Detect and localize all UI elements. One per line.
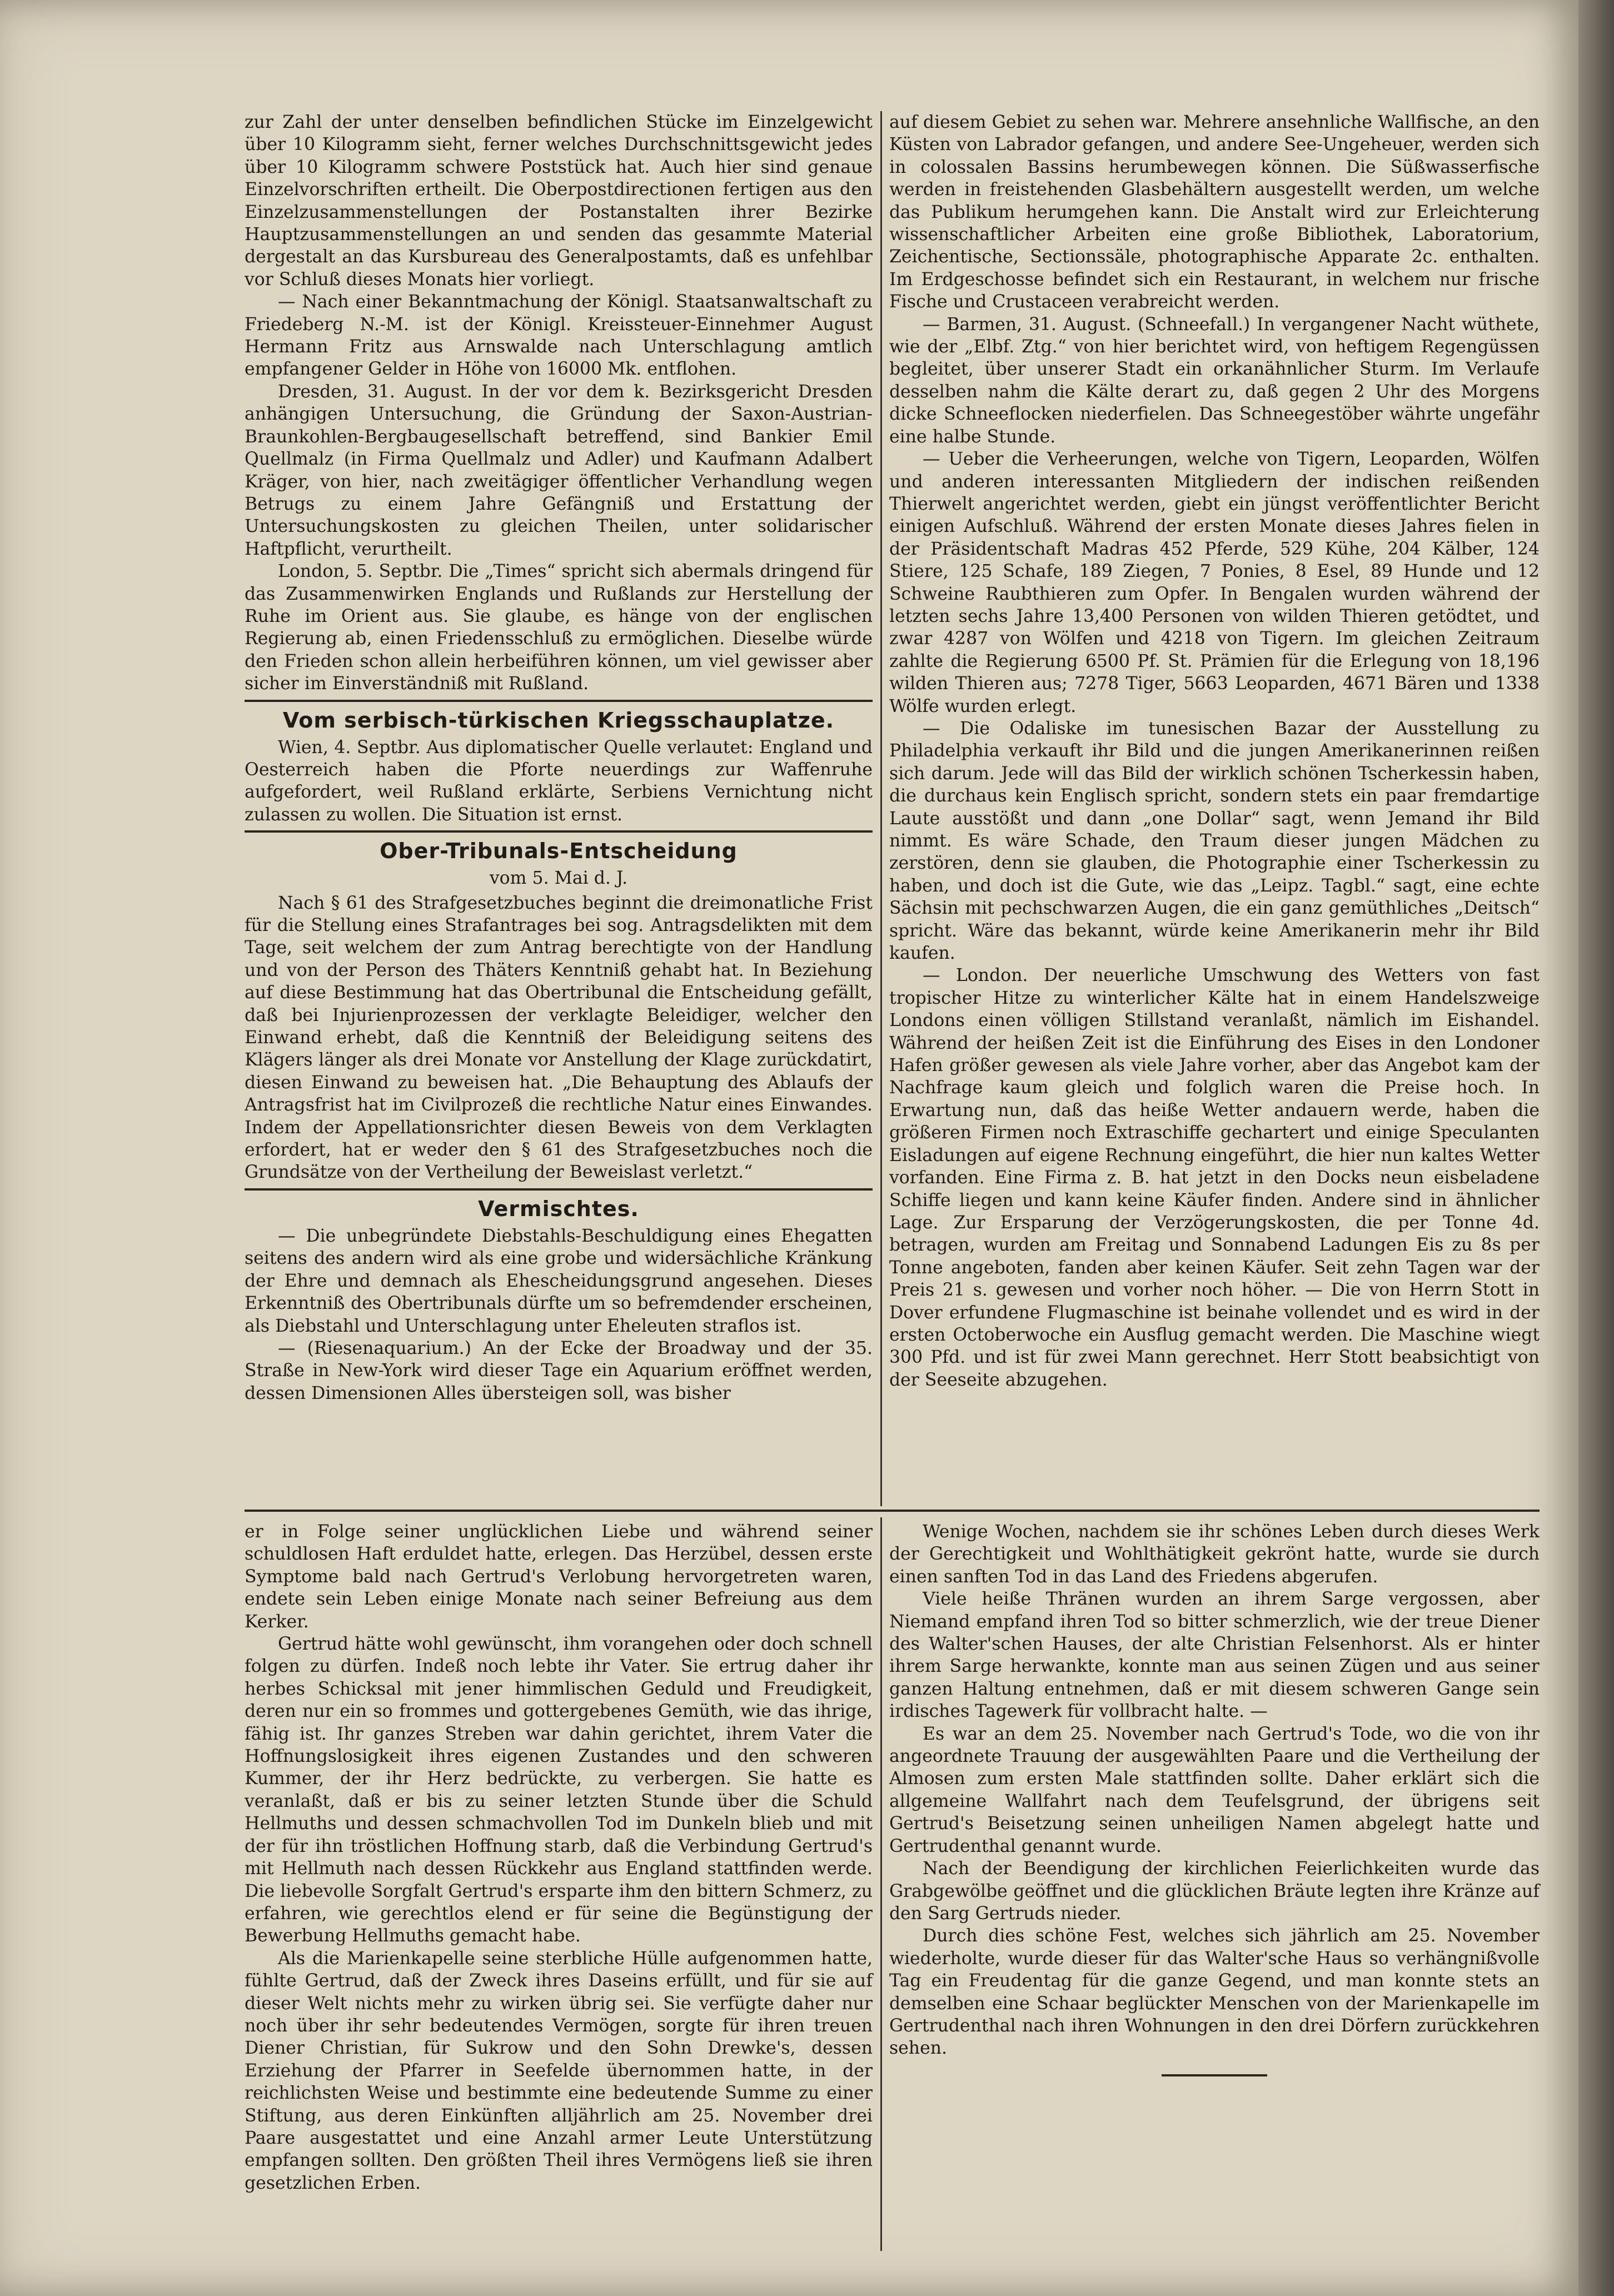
article-paragraph: — Die Odaliske im tunesischen Bazar der Ausstellung zu Philadelphia verkauft ihr Bild und die jungen Amerikanerinnen reißen sich darum. Jede will das Bild der wirklich schönen Tscherkessin haben, die durchaus kein Englisch spricht, sondern stets ein paar fremdartige Laute ausstößt und dann „one Dollar“ sagt, wenn Jemand ihr Bild nimmt. Es wäre Schade, den Traum dieser jungen Mädchen zu zerstören, denn sie glauben, die Photographie einer Tscherkessin zu haben, und doch ist die Gute, wie das „Leipz. Tagbl.“ sagt, eine echte Sächsin mit pechschwarzen Augen, die ein ganz gemüthliches „Deitsch“ spricht. Wäre das bekannt, würde keine Amerikanerin mehr ihr Bild kaufen. [889, 718, 1540, 964]
story-paragraph: Es war an dem 25. November nach Gertrud's Tode, wo die von ihr angeordnete Trauung der ausgewählten Paare und die Vertheilung der Almosen zum ersten Male stattfinden sollte. Daher erklärt sich die allgemeine Wallfahrt nach dem Teufelsgrund, der übrigens seit Gertrud's Beisetzung seinen unheiligen Namen abgelegt hatte und Gertrudenthal genannt wurde. [889, 1724, 1540, 1856]
lower-column-divider [880, 1517, 882, 2251]
article-paragraph: Dresden, 31. August. In der vor dem k. Bezirksgericht Dresden anhängigen Untersuchung, die Gründung der Saxon-Austrian-Braunkohlen-Bergbaugesellschaft betreffend, sind Bankier Emil Quellmalz (in Firma Quellmalz und Adler) und Kaufmann Adalbert Kräger, von hier, nach zweitägiger öffentlicher Verhandlung wegen Betrugs zu einem Jahre Gefängniß und Erstattung der Untersuchungskosten zu gleichen Theilen, unter solidarischer Haftpflicht, verurtheilt. [245, 381, 873, 559]
story-paragraph: Durch dies schöne Fest, welches sich jährlich am 25. November wiederholte, wurde dieser für das Walter'sche Haus so verhängnißvolle Tag ein Freudentag für die ganze Gegend, und man konnte stets an demselben eine Schaar beglückter Menschen von der Marienkapelle im Gertrudenthal nach ihren Wohnungen in den drei Dörfern zurückkehren sehen. [889, 1926, 1540, 2059]
story-paragraph: er in Folge seiner unglücklichen Liebe und während seiner schuldlosen Haft erduldet hatte, erlegen. Das Herzübel, dessen erste Symptome bald nach Gertrud's Verlobung hervorgetreten waren, endete sein Leben einige Monate nach seiner Befreiung aus dem Kerker. [245, 1522, 873, 1632]
page-edge [1578, 0, 1614, 2296]
article-paragraph: zur Zahl der unter denselben befindlichen Stücke im Einzelgewicht über 10 Kilogramm sieht, ferner welches Durchschnittsgewicht jedes über 10 Kilogramm schwere Poststück hat. Auch hier sind genaue Einzelvorschriften ertheilt. Die Oberpostdirectionen fertigen aus den Einzelzusammenstellungen der Postanstalten ihrer Bezirke Hauptzusammenstellungen an und senden das gesammte Material dergestalt an das Kursbureau des Generalpostamts, daß es unfehlbar vor Schluß dieses Monats hier vorliegt. [245, 112, 873, 290]
lower-right-column [889, 1521, 1540, 2076]
upper-column-divider [880, 111, 882, 1506]
section-rule [245, 830, 873, 833]
article-paragraph: Wien, 4. Septbr. Aus diplomatischer Quelle verlautet: England und Oesterreich haben die Pforte neuerdings zur Waffenruhe aufgefordert, weil Rußland erklärte, Serbiens Vernichtung nicht zulassen zu wollen. Die Situation ist ernst. [245, 737, 873, 825]
article-paragraph: — Die unbegründete Diebstahls-Beschuldigung eines Ehegatten seitens des andern wird als eine grobe und widersächliche Kränkung der Ehre und demnach als Ehescheidungsgrund angesehen. Dieses Erkenntniß des Obertribunals dürfte um so befremdender erscheinen, als Diebstahl und Unterschlagung unter Eheleuten straflos ist. [245, 1226, 873, 1336]
article-paragraph: Nach § 61 des Strafgesetzbuches beginnt die dreimonatliche Frist für die Stellung eines Strafantrages bei sog. Antragsdelikten mit dem Tage, seit welchem der zum Antrag berechtigte von der Handlung und von der Person des Thäters Kenntniß gehabt hat. In Beziehung auf diese Bestimmung hat das Obertribunal die Entscheidung gefällt, daß bei Injurienprozessen der verklagte Beleidiger, welcher den Einwand erhebt, daß die Kenntniß der Beleidigung seitens des Klägers länger als drei Monate vor Anstellung der Klage zurückdatirt, diesen Einwand zu beweisen hat. „Die Behauptung des Ablaufs der Antragsfrist hat im Civilprozeß die rechtliche Natur eines Einwandes. Indem der Appellationsrichter diesen Beweis von dem Verklagten erfordert, hat er weder den § 61 des Strafgesetzbuches noch die Grundsätze von der Vertheilung der Beweislast verletzt.“ [245, 893, 873, 1183]
upper-left-column [245, 111, 873, 1405]
article-paragraph: — London. Der neuerliche Umschwung des Wetters von fast tropischer Hitze zu winterlicher Kälte hat in einem Handelszweige Londons einen völligen Stillstand veranlaßt, nämlich im Eishandel. Während der heißen Zeit ist die Einführung des Eises in den Londoner Hafen größer gewesen als viele Jahre vorher, aber das Angebot kam der Nachfrage kaum gleich und folglich waren die Preise hoch. In Erwartung nun, daß das heiße Wetter andauern werde, haben die größeren Firmen noch Extraschiffe gechartert und einige Speculanten Eisladungen auf eigene Rechnung eingeführt, die hier nun kaltes Wetter vorfanden. Eine Firma z. B. hat jetzt in den Docks neun eisbeladene Schiffe liegen und kann keine Käufer finden. Andere sind in ähnlicher Lage. Zur Ersparung der Verzögerungskosten, die per Tonne 4d. betragen, wurden am Freitag und Sonnabend Ladungen Eis zu 8s per Tonne angeboten, fanden aber keinen Käufer. Seit zehn Tagen war der Preis 21 s. gewesen und vorher noch höher. — Die von Herrn Stott in Dover erfundene Flugmaschine ist beinahe vollendet und es wird in der ersten Octoberwoche ein Ausflug gemacht werden. Die Maschine wiegt 300 Pfd. und ist für zwei Mann gerechnet. Herr Stott beabsichtigt von der Seeseite abzugehen. [889, 965, 1540, 1390]
war-section-title: Vom serbisch-türkischen Kriegsschauplatze. [282, 708, 835, 733]
section-rule [245, 700, 873, 702]
end-rule [1162, 2074, 1267, 2076]
story-paragraph: Gertrud hätte wohl gewünscht, ihm vorangehen oder doch schnell folgen zu dürfen. Indeß noch lebte ihr Vater. Sie ertrug daher ihr herbes Schicksal mit jener himmlischen Geduld und Freudigkeit, deren nur ein so frommes und gottergebenes Gemüth, wie das ihrige, fähig ist. Ihr ganzes Streben war dahin gerichtet, ihrem Vater die Hoffnungslosigkeit ihres eigenen Zustandes und den schweren Kummer, der ihr Herz bedrückte, zu verbergen. Sie hatte es veranlaßt, daß er bis zu seiner letzten Stunde über die Schuld Hellmuths und dessen schmachvollen Tod im Dunkeln blieb und mit der für ihn tröstlichen Hoffnung starb, daß die Verbindung Gertrud's mit Hellmuth nach dessen Rückkehr aus England stattfinden werde. Die liebevolle Sorgfalt Gertrud's ersparte ihm den bittern Schmerz, zu erfahren, wie gerechtlos elend er für seine die Begünstigung der Bewerbung Hellmuths gemacht habe. [245, 1634, 873, 1946]
section-divider-rule [245, 1510, 1540, 1512]
article-paragraph: — Nach einer Bekanntmachung der Königl. Staatsanwaltschaft zu Friedeberg N.-M. ist der Königl. Kreissteuer-Einnehmer August Hermann Fritz aus Arnswalde nach Unterschlagung amtlich empfangener Gelder in Höhe von 16000 Mk. entflohen. [245, 292, 873, 380]
court-section-date: vom 5. Mai d. J. [489, 868, 628, 889]
article-paragraph: auf diesem Gebiet zu sehen war. Mehrere ansehnliche Wallfische, an den Küsten von Labrador gefangen, und andere See-Ungeheuer, werden sich in colossalen Bassins herumbewegen können. Die Süßwasserfische werden in freistehenden Glasbehältern ausgestellt werden, um welche das Publikum herumgehen kann. Die Anstalt wird zur Erleichterung wissenschaftlicher Arbeiten eine große Bibliothek, Laboratorium, Zeichentische, Sectionssäle, photographische Apparate 2c. enthalten. Im Erdgeschosse befindet sich ein Restaurant, in welchem nur frische Fische und Crustaceen verabreicht werden. [889, 112, 1540, 312]
story-paragraph: Viele heiße Thränen wurden an ihrem Sarge vergossen, aber Niemand empfand ihren Tod so bitter schmerzlich, wie der treue Diener des Walter'schen Hauses, der alte Christian Felsenhorst. Als er hinter ihrem Sarge herwankte, konnte man aus seinen Zügen und aus seiner ganzen Haltung entnehmen, daß er mit diesem schweren Gange sein irdisches Tagewerk für vollbracht halte. — [889, 1589, 1540, 1722]
upper-right-column [889, 111, 1540, 1391]
lower-left-column [245, 1521, 873, 2194]
story-paragraph: Wenige Wochen, nachdem sie ihr schönes Leben durch dieses Werk der Gerechtigkeit und Wohlthätigkeit gekrönt hatte, wurde sie durch einen sanften Tod in das Land des Friedens abgerufen. [889, 1522, 1540, 1587]
misc-section-title: Vermischtes. [478, 1196, 639, 1221]
article-paragraph: London, 5. Septbr. Die „Times“ spricht sich abermals dringend für das Zusammenwirken Englands und Rußlands zur Herstellung der Ruhe im Orient aus. Sie glaube, es hänge von der englischen Regierung ab, einen Friedensschluß zu ermöglichen. Dieselbe würde den Frieden schon allein herbeiführen können, um viel gewisser aber sicher im Einverständniß mit Rußland. [245, 561, 873, 694]
section-rule [245, 1188, 873, 1191]
court-section-title: Ober-Tribunals-Entscheidung [380, 839, 738, 864]
article-paragraph: — (Riesenaquarium.) An der Ecke der Broadway und der 35. Straße in New-York wird dieser Tage ein Aquarium eröffnet werden, dessen Dimensionen Alles übersteigen soll, was bisher [245, 1338, 873, 1403]
article-paragraph: — Barmen, 31. August. (Schneefall.) In vergangener Nacht wüthete, wie der „Elbf. Ztg.“ von hier berichtet wird, von heftigem Regengüssen begleitet, über unserer Stadt ein orkanähnlicher Sturm. Im Verlaufe desselben nahm die Kälte derart zu, daß gegen 2 Uhr des Morgens dicke Schneeflocken niederfielen. Das Schneegestöber währte ungefähr eine halbe Stunde. [889, 314, 1540, 447]
article-paragraph: — Ueber die Verheerungen, welche von Tigern, Leoparden, Wölfen und anderen interessanten Mitgliedern der indischen reißenden Thierwelt angerichtet werden, giebt ein jüngst veröffentlichter Bericht einigen Aufschluß. Während der ersten Monate dieses Jahres fielen in der Präsidentschaft Madras 452 Pferde, 529 Kühe, 204 Kälber, 124 Stiere, 125 Schafe, 189 Ziegen, 7 Ponies, 8 Esel, 89 Hunde und 12 Schweine Raubthieren zum Opfer. In Bengalen wurden während der letzten sechs Jahre 13,400 Personen von wilden Thieren getödtet, und zwar 4287 von Wölfen und 4218 von Tigern. Im gleichen Zeitraum zahlte die Regierung 6500 Pf. St. Prämien für die Erlegung von 18,196 wilden Thieren aus; 7278 Tiger, 5663 Leoparden, 4671 Bären und 1338 Wölfe wurden erlegt. [889, 449, 1540, 716]
story-paragraph: Nach der Beendigung der kirchlichen Feierlichkeiten wurde das Grabgewölbe geöffnet und die glücklichen Bräute legten ihre Kränze auf den Sarg Gertruds nieder. [889, 1859, 1540, 1924]
story-paragraph: Als die Marienkapelle seine sterbliche Hülle aufgenommen hatte, fühlte Gertrud, daß der Zweck ihres Daseins erfüllt, und für sie auf dieser Welt nichts mehr zu wirken übrig sei. Sie verfügte daher nur noch über ihr sehr bedeutendes Vermögen, sorgte für ihren treuen Diener Christian, für Sukrow und den Sohn Drewke's, dessen Erziehung der Pfarrer in Seefelde übernommen hatte, in der reichlichsten Weise und bestimmte eine bedeutende Summe zu einer Stiftung, aus deren Einkünften alljährlich am 25. November drei Paare ausgestattet und eine Anzahl armer Leute Unterstützung empfangen sollten. Den größten Theil ihres Vermögens ließ sie ihren gesetzlichen Erben. [245, 1948, 873, 2193]
